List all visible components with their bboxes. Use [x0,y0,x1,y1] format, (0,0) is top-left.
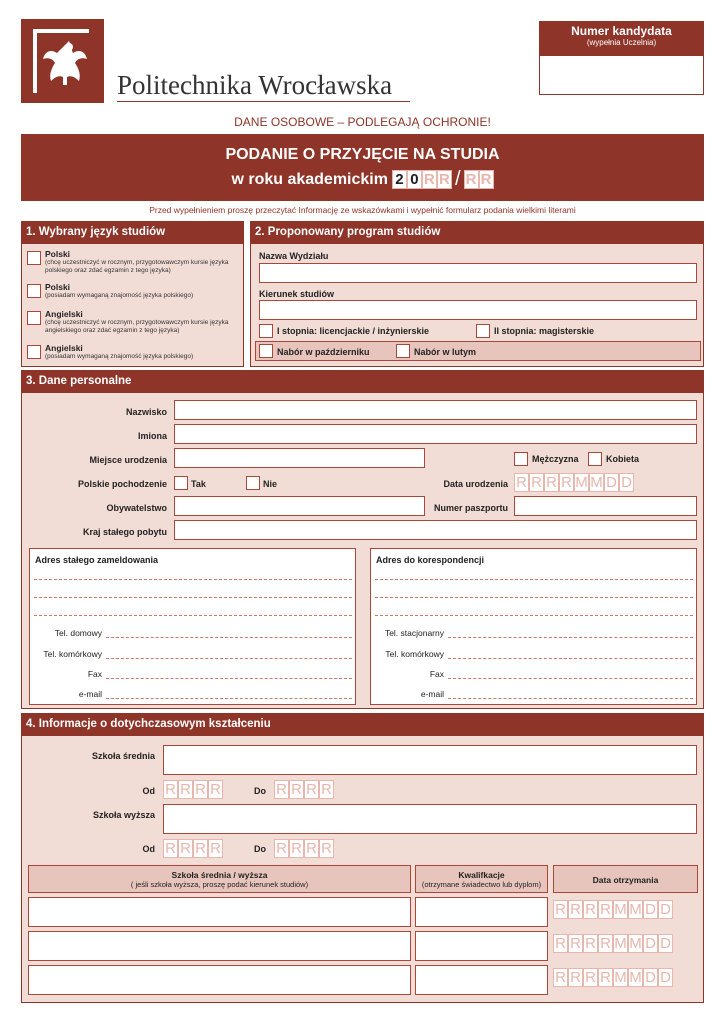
home-phone-input[interactable] [106,637,352,638]
date-cell[interactable]: D [643,968,658,987]
date-cell[interactable]: R [553,934,568,953]
date-cell[interactable]: R [553,968,568,987]
year-cell[interactable]: R [289,780,304,799]
year-cell[interactable]: R [178,780,193,799]
date-cell[interactable]: R [583,900,598,919]
correspondence-address-title: Adres do korespondencji [376,555,485,565]
date-cell[interactable]: R [559,473,574,492]
language-label: Angielski [45,309,83,319]
date-cell[interactable]: R [583,968,598,987]
date-cell[interactable]: M [629,935,642,952]
intake-february-checkbox[interactable] [396,344,410,358]
address-line-input[interactable] [34,615,352,616]
section4-header: 4. Informacje o dotychczasowym kształceniu [21,713,704,735]
year-cell[interactable]: R [319,780,334,799]
intake-row [255,341,701,361]
protected-notice: DANE OSOBOWE – PODLEGAJĄ OCHRONIE! [234,115,491,129]
landline-input[interactable] [448,637,693,638]
table-header-qualification [415,865,548,893]
section3-body [21,392,704,709]
higher-to-label: Do [254,844,266,854]
address-line-input[interactable] [34,597,352,598]
table-header-date-title: Data otrzymania [592,875,659,885]
academic-year-label: w roku akademickim [231,170,388,188]
year-cell[interactable]: R [178,839,193,858]
language-checkbox[interactable] [27,284,41,298]
date-cell[interactable]: M [614,901,627,918]
male-checkbox[interactable] [514,452,528,466]
table-row-school-input[interactable] [28,897,411,927]
date-cell[interactable]: R [598,934,613,953]
field-of-study-label: Kierunek studiów [259,289,335,299]
degree2-checkbox[interactable] [476,324,490,338]
year-cell[interactable]: R [274,839,289,858]
surname-input[interactable] [174,400,697,420]
landline-label: Tel. stacjonarny [384,628,444,638]
candidate-number-sub: (wypełnia Uczelnia) [586,38,657,47]
table-row-school-input[interactable] [28,931,411,961]
section2-body [250,243,704,367]
eagle-logo-icon [21,19,104,103]
fax-label: Fax [87,669,102,679]
year-cell[interactable]: R [289,839,304,858]
table-row-date-cells[interactable] [553,968,673,987]
higher-school-input[interactable] [163,804,697,834]
fax-input[interactable] [106,678,352,679]
table-row-date-cells[interactable] [553,900,673,919]
university-name: Politechnika Wrocławska [117,70,393,100]
higher-from-label: Od [142,844,155,854]
birth-date-label: Data urodzenia [443,479,508,489]
language-note: (chcę uczestniczyć w rocznym, przygotowawczym kursie języka angielskiego oraz zdać egzamin z tego języka) [45,319,229,334]
year-cell[interactable]: R [437,170,452,189]
secondary-school-label: Szkoła średnia [91,751,155,761]
intake-february-label: Nabór w lutym [414,347,477,357]
country-input[interactable] [174,520,697,540]
table-row-qualification-input[interactable] [415,931,548,961]
section4-body [21,735,704,1003]
higher-from-cells[interactable] [163,839,223,858]
birthplace-label: Miejsce urodzenia [89,455,167,465]
correspondence-address-box [370,548,697,705]
table-row-qualification-input[interactable] [415,897,548,927]
table-header-date [553,865,698,893]
fax-input[interactable] [448,678,693,679]
date-cell[interactable]: R [598,968,613,987]
citizenship-label: Obywatelstwo [106,503,167,513]
email-input[interactable] [448,698,693,699]
candidate-number-header [539,21,704,55]
date-cell[interactable]: R [553,900,568,919]
language-label: Polski [45,249,71,259]
mobile-label: Tel. komórkowy [385,649,444,659]
year-cell[interactable]: R [163,839,178,858]
section3-header: 3. Dane personalne [21,370,704,392]
intake-october-checkbox[interactable] [259,344,273,358]
passport-input[interactable] [514,496,697,516]
university-underline [117,101,410,102]
polish-origin-yes-label: Tak [191,479,206,489]
table-header-school-sub: ( jeśli szkoła wyższa, proszę podać kierunek studiów) [130,880,309,889]
degree1-checkbox[interactable] [259,324,273,338]
date-cell[interactable]: R [583,934,598,953]
candidate-number-input[interactable] [539,55,704,95]
language-note: (chcę uczestniczyć w rocznym, przygotowawczym kursie języka polskiego oraz zdać egzamin z tego języka) [45,259,229,274]
polish-origin-no-checkbox[interactable] [246,476,260,490]
logo-block [21,19,104,103]
year-cell[interactable]: R [274,780,289,799]
higher-school-label: Szkoła wyższa [92,810,155,820]
date-cell[interactable]: D [643,900,658,919]
date-cell[interactable]: M [575,474,588,491]
address-line-input[interactable] [34,579,352,580]
names-input[interactable] [174,424,697,444]
section1-header: 1. Wybrany język studiów [21,221,244,243]
table-header-qualification-sub: (otrzymane świadectwo lub dyplom) [421,880,542,889]
faculty-input[interactable] [259,263,697,283]
secondary-from-label: Od [142,786,155,796]
polish-origin-no-label: Nie [263,479,278,489]
mobile-input[interactable] [106,658,352,659]
email-label: e-mail [420,689,444,699]
birth-date-cells[interactable] [514,473,634,492]
language-checkbox[interactable] [27,311,41,325]
names-label: Imiona [137,431,167,441]
email-input[interactable] [106,698,352,699]
language-checkbox[interactable] [27,345,41,359]
secondary-from-cells[interactable] [163,780,223,799]
intake-october-label: Nabór w październiku [277,347,370,357]
language-option[interactable] [27,309,237,335]
date-cell[interactable]: M [614,969,627,986]
secondary-to-label: Do [254,786,266,796]
table-header-qualification-title: Kwalifkacje [458,870,505,880]
date-cell[interactable]: D [643,934,658,953]
birthplace-input[interactable] [174,448,425,468]
polish-origin-yes-checkbox[interactable] [174,476,188,490]
female-label: Kobieta [606,454,640,464]
date-cell[interactable]: D [604,473,619,492]
date-cell[interactable]: R [568,934,583,953]
date-cell[interactable]: R [529,473,544,492]
language-option[interactable] [27,282,237,300]
permanent-address-box [29,548,356,705]
address-line-input[interactable] [375,615,693,616]
year-slash: / [454,168,461,190]
male-label: Mężczyzna [532,454,579,464]
date-cell[interactable]: D [619,473,634,492]
year-cell[interactable]: R [208,780,223,799]
female-checkbox[interactable] [588,452,602,466]
date-cell[interactable]: M [614,935,627,952]
polish-origin-label: Polskie pochodzenie [77,479,167,489]
country-label: Kraj stałego pobytu [82,527,167,537]
instruction-text: Przed wypełnieniem proszę przeczytać Informację ze wskazówkami i wypełnić formularz podania wielkimi literami [149,205,576,215]
fax-label: Fax [429,669,444,679]
secondary-to-cells[interactable] [274,780,334,799]
date-cell[interactable]: D [658,968,673,987]
title-banner [21,134,704,201]
date-cell[interactable]: M [590,474,603,491]
date-cell[interactable]: R [598,900,613,919]
year-cell[interactable]: R [163,780,178,799]
year-cell[interactable]: 2 [392,170,407,189]
year-cell[interactable]: R [193,839,208,858]
section2-header: 2. Proponowany program studiów [250,221,704,243]
candidate-number-title: Numer kandydata [571,24,672,38]
secondary-school-input[interactable] [163,745,697,775]
form-title: PODANIE O PRZYJĘCIE NA STUDIA [225,146,500,163]
degree1-label: I stopnia: licencjackie / inżynierskie [277,326,430,336]
table-header-school-title: Szkoła średnia / wyższa [171,870,268,880]
address-line-input[interactable] [375,597,693,598]
date-cell[interactable]: D [658,900,673,919]
mobile-input[interactable] [448,658,693,659]
year-cell[interactable]: R [422,170,437,189]
year-cell[interactable]: 0 [407,170,422,189]
year-cell[interactable]: R [193,780,208,799]
permanent-address-title: Adres stałego zameldowania [35,555,159,565]
language-label: Angielski [45,343,83,353]
language-label: Polski [45,282,71,292]
passport-label: Numer paszportu [433,503,508,513]
language-option[interactable] [27,343,237,361]
year-cell[interactable]: R [304,839,319,858]
language-checkbox[interactable] [27,251,41,265]
mobile-label: Tel. komórkowy [43,649,102,659]
table-row-school-input[interactable] [28,965,411,995]
year-cell[interactable]: R [319,839,334,858]
home-phone-label: Tel. domowy [54,628,102,638]
date-cell[interactable]: R [514,473,529,492]
language-note: (posiadam wymaganą znajomość języka polskiego) [45,353,194,360]
section1-body [21,243,244,367]
date-cell[interactable]: R [544,473,559,492]
academic-year-row [21,168,704,191]
field-of-study-input[interactable] [259,300,697,320]
date-cell[interactable]: M [629,901,642,918]
year-cell[interactable]: R [479,170,494,189]
table-row-date-cells[interactable] [553,934,673,953]
table-row-qualification-input[interactable] [415,965,548,995]
email-label: e-mail [78,689,102,699]
surname-label: Nazwisko [125,407,167,417]
higher-to-cells[interactable] [274,839,334,858]
date-cell[interactable]: R [568,900,583,919]
degree2-label: II stopnia: magisterskie [494,326,595,336]
faculty-label: Nazwa Wydziału [259,251,329,261]
year-cell[interactable]: R [208,839,223,858]
language-option[interactable] [27,249,237,275]
date-cell[interactable]: D [658,934,673,953]
address-line-input[interactable] [375,579,693,580]
language-note: (posiadam wymaganą znajomość języka polskiego) [45,292,194,299]
date-cell[interactable]: M [629,969,642,986]
citizenship-input[interactable] [174,496,425,516]
date-cell[interactable]: R [568,968,583,987]
year-cell[interactable]: R [464,170,479,189]
year-cell[interactable]: R [304,780,319,799]
table-header-school [28,865,411,893]
